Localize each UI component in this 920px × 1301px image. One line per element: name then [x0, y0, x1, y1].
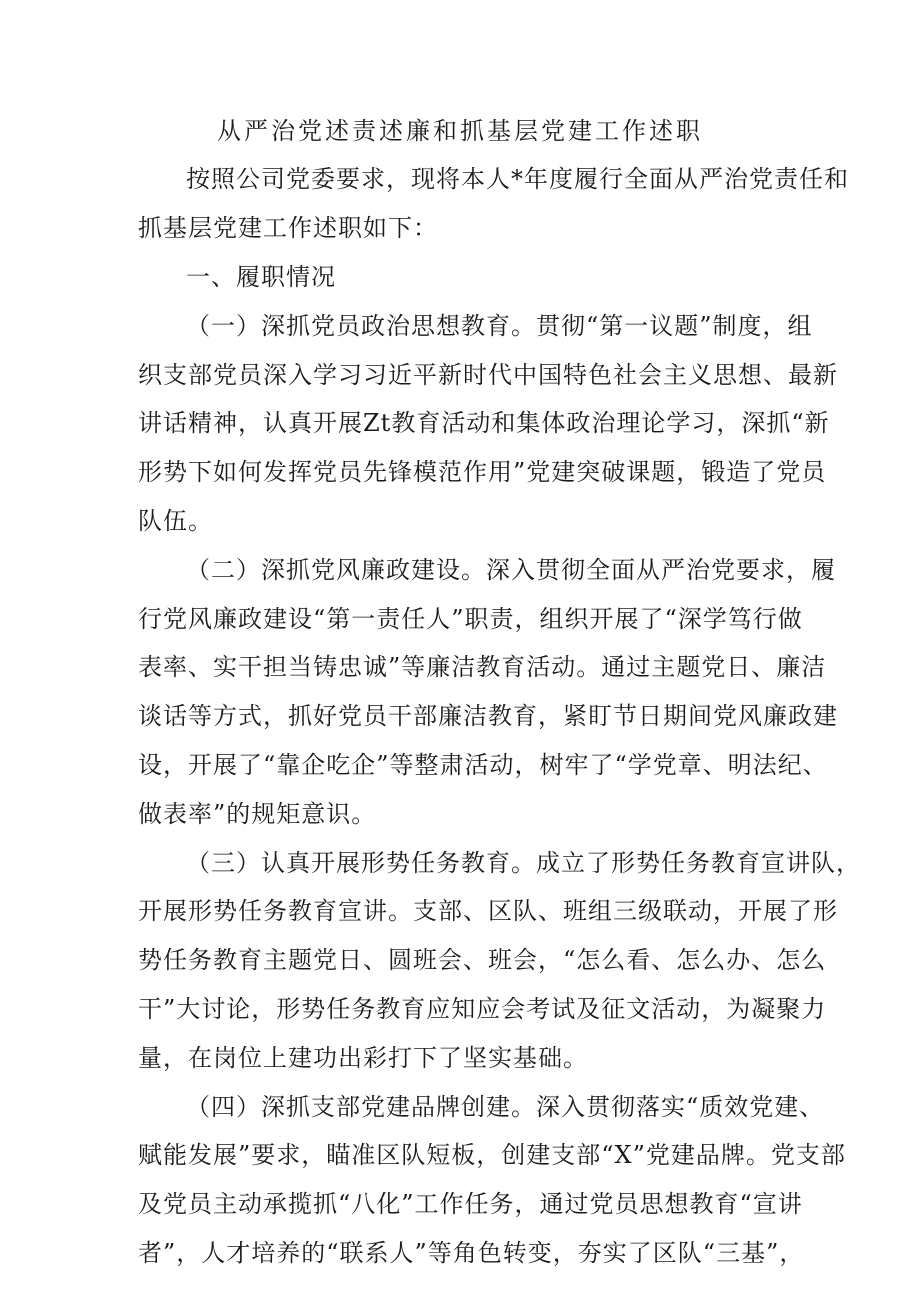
paragraph-line: 及党员主动承揽抓“八化”工作任务，通过党员思想教育“宣讲 [138, 1190, 803, 1218]
paragraph-line: （四）深抓支部党建品牌创建。深入贯彻落实“质效党建、 [186, 1093, 825, 1121]
paragraph-line: 者”，人才培养的“联系人”等角色转变，夯实了区队“三基”， [138, 1239, 805, 1267]
paragraph-line: 设，开展了“靠企吃企”等整肃活动，树牢了“学党章、明法纪、 [138, 751, 828, 779]
paragraph-line: （一）深抓党员政治思想教育。贯彻“第一议题”制度，组 [186, 312, 813, 340]
paragraph-line: 按照公司党委要求，现将本人*年度履行全面从严治党责任和 [186, 165, 849, 193]
paragraph-line: 做表率”的规矩意识。 [138, 800, 377, 828]
paragraph-line: 表率、实干担当铸忠诚”等廉洁教育活动。通过主题党日、廉洁 [138, 653, 827, 681]
paragraph-line: 行党风廉政建设“第一责任人”职责，组织开展了“深学笃行做 [138, 605, 803, 633]
paragraph-line: 赋能发展”要求，瞄准区队短板，创建支部“X”党建品牌。党支部 [138, 1141, 846, 1169]
paragraph-line: 抓基层党建工作述职如下： [138, 214, 438, 242]
paragraph-line: 织支部党员深入学习习近平新时代中国特色社会主义思想、最新 [138, 361, 838, 389]
paragraph-line: 形势下如何发挥党员先锋模范作用”党建突破课题，锻造了党员 [138, 458, 827, 486]
paragraph-line: 队伍。 [138, 507, 213, 535]
section-heading: 一、履职情况 [186, 263, 336, 291]
paragraph-line: （三）认真开展形势任务教育。成立了形势任务教育宣讲队， [186, 849, 861, 877]
paragraph-line: 干”大讨论，形势任务教育应知应会考试及征文活动，为凝聚力 [138, 995, 827, 1023]
document-title: 从严治党述责述廉和抓基层党建工作述职 [217, 117, 703, 145]
paragraph-line: 势任务教育主题党日、圆班会、班会，“怎么看、怎么办、怎么 [138, 946, 827, 974]
paragraph-line: 开展形势任务教育宣讲。支部、区队、班组三级联动，开展了形 [138, 897, 838, 925]
paragraph-line: 讲话精神，认真开展Zt教育活动和集体政治理论学习，深抓“新 [138, 409, 830, 437]
paragraph-line: 量，在岗位上建功出彩打下了坚实基础。 [138, 1044, 588, 1072]
paragraph-line: （二）深抓党风廉政建设。深入贯彻全面从严治党要求，履 [186, 556, 836, 584]
paragraph-line: 谈话等方式，抓好党员干部廉洁教育，紧盯节日期间党风廉政建 [138, 702, 838, 730]
